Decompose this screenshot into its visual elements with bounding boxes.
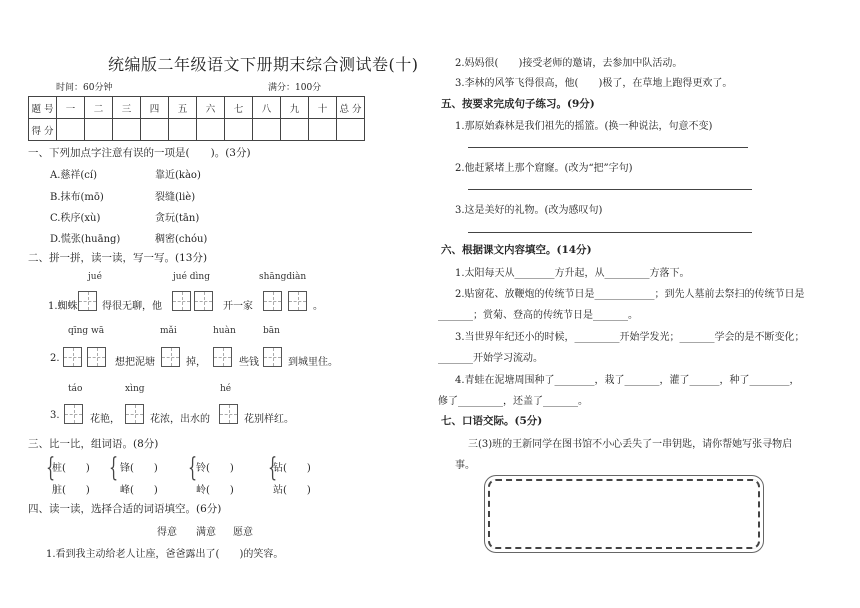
- compare-word: 峰( ): [120, 485, 158, 496]
- fill-question: 4.青蛙在泥塘周围种了________，栽了_______，灌了______，种了________，: [455, 375, 800, 386]
- pinyin: jué dìng: [173, 272, 210, 282]
- score-input-cell[interactable]: [57, 119, 85, 141]
- sentence-text: 1.蜘蛛: [48, 301, 78, 312]
- brace-icon: {: [268, 453, 278, 483]
- table-cell: 四: [141, 97, 169, 119]
- table-cell: 三: [113, 97, 141, 119]
- answer-box[interactable]: [488, 479, 760, 549]
- writing-box[interactable]: [219, 404, 238, 424]
- oral-prompt: 三(3)班的王新同学在图书馆不小心丢失了一串钥匙，请你帮她写张寻物启: [468, 439, 793, 450]
- writing-box[interactable]: [63, 347, 82, 367]
- sentence-text: 到城里住。: [288, 357, 338, 368]
- table-cell: 一: [57, 97, 85, 119]
- fill-question: 修了_________，还盖了_______。: [438, 396, 588, 407]
- compare-word: 桩( ): [52, 463, 90, 474]
- writing-box[interactable]: [78, 291, 97, 311]
- pinyin: hé: [220, 384, 232, 394]
- pinyin: xìng: [125, 384, 145, 394]
- writing-box[interactable]: [172, 291, 191, 311]
- table-cell: 五: [169, 97, 197, 119]
- option-a-word2: 靠近(kào): [155, 170, 201, 181]
- sentence-text: 得很无聊，他: [102, 301, 162, 312]
- sentence-text: 想把泥塘: [115, 357, 155, 368]
- table-cell: 七: [225, 97, 253, 119]
- pinyin: jué: [88, 272, 102, 282]
- word-choice: 满意: [196, 527, 216, 538]
- section-6-heading: 六、根据课文内容填空。(14分): [441, 244, 592, 256]
- section-2-heading: 二、拼一拼，读一读，写一写。(13分): [28, 252, 208, 264]
- pinyin: bān: [263, 326, 280, 336]
- fill-question: _______；赏菊、登高的传统节日是_______。: [438, 310, 638, 321]
- writing-box[interactable]: [125, 404, 144, 424]
- score-label: 满分：100分: [268, 83, 322, 93]
- option-b-word1: B.抹布(mō): [50, 192, 104, 203]
- score-input-cell[interactable]: [225, 119, 253, 141]
- sentence-text: 2.: [50, 353, 60, 364]
- writing-box[interactable]: [64, 404, 83, 424]
- compare-word: 站( ): [273, 485, 311, 496]
- option-b-word2: 裂缝(liè): [155, 192, 196, 203]
- option-d-word1: D.慌张(huāng): [50, 234, 121, 245]
- score-table: [28, 96, 365, 141]
- pinyin: qīng wā: [68, 326, 105, 336]
- score-header-row: [29, 97, 365, 119]
- table-cell: 九: [281, 97, 309, 119]
- fill-question: 3.当世界年纪还小的时候，_________开始学发光；_______学会的是不断变化；: [455, 332, 805, 343]
- page-title: 统编版二年级语文下册期末综合测试卷(十): [108, 55, 419, 74]
- time-label: 时间：60分钟: [56, 83, 113, 93]
- section-4-heading: 四、读一读，选择合适的词语填空。(6分): [28, 503, 222, 515]
- brace-icon: {: [188, 453, 198, 483]
- brace-icon: {: [109, 453, 119, 483]
- table-cell: 总 分: [337, 97, 365, 119]
- table-cell: 十: [309, 97, 337, 119]
- rewrite-question: 2.他赶紧堵上那个窟窿。(改为“把”字句): [455, 163, 633, 174]
- fill-question: 1.看到我主动给老人让座，爸爸露出了( )的笑容。: [46, 549, 284, 560]
- section-7-heading: 七、口语交际。(5分): [441, 415, 543, 427]
- score-input-cell[interactable]: [113, 119, 141, 141]
- table-cell: 题 号: [29, 97, 57, 119]
- writing-box[interactable]: [288, 291, 307, 311]
- rewrite-question: 3.这是美好的礼物。(改为感叹句): [455, 205, 603, 216]
- score-input-cell[interactable]: [85, 119, 113, 141]
- answer-line[interactable]: [468, 189, 752, 190]
- option-d-word2: 稠密(chóu): [155, 234, 208, 245]
- compare-word: 岭( ): [196, 485, 234, 496]
- option-c-word2: 贪玩(tān): [155, 213, 200, 224]
- section-3-heading: 三、比一比，组词语。(8分): [28, 438, 159, 450]
- score-input-cell[interactable]: [169, 119, 197, 141]
- pinyin: mǎi: [160, 326, 177, 336]
- fill-question: 1.太阳每天从________方升起，从_________方落下。: [455, 268, 690, 279]
- option-c-word1: C.秩序(xù): [50, 213, 101, 224]
- score-input-cell[interactable]: [197, 119, 225, 141]
- table-cell: 得 分: [29, 119, 57, 141]
- fill-question: 3.李林的风筝飞得很高，他( )极了，在草地上跑得更欢了。: [455, 78, 733, 89]
- answer-line[interactable]: [468, 147, 748, 148]
- table-cell: 八: [253, 97, 281, 119]
- word-choice: 得意: [157, 527, 177, 538]
- writing-box[interactable]: [87, 347, 106, 367]
- writing-box[interactable]: [263, 347, 282, 367]
- writing-box[interactable]: [194, 291, 213, 311]
- pinyin: huàn: [213, 326, 236, 336]
- answer-line[interactable]: [468, 232, 752, 233]
- word-choice: 愿意: [233, 527, 253, 538]
- compare-word: 锋( ): [120, 463, 158, 474]
- sentence-text: 。: [313, 301, 323, 312]
- score-input-cell[interactable]: [141, 119, 169, 141]
- table-cell: 六: [197, 97, 225, 119]
- compare-word: 钻( ): [273, 463, 311, 474]
- rewrite-question: 1.那原始森林是我们祖先的摇篮。(换一种说法，句意不变): [455, 121, 713, 132]
- fill-question: 2.妈妈很( )接受老师的邀请，去参加中队活动。: [455, 58, 683, 69]
- compare-word: 铃( ): [196, 463, 234, 474]
- oral-prompt: 事。: [455, 460, 475, 471]
- score-input-cell[interactable]: [309, 119, 337, 141]
- writing-box[interactable]: [263, 291, 282, 311]
- pinyin: shāngdiàn: [259, 272, 307, 282]
- score-value-row: [29, 119, 365, 141]
- sentence-text: 开一家: [223, 301, 253, 312]
- option-a-word1: A.慈祥(cí): [50, 170, 98, 181]
- brace-icon: {: [46, 453, 56, 483]
- score-input-cell[interactable]: [281, 119, 309, 141]
- fill-question: 2.贴窗花、放鞭炮的传统节日是____________；到先人墓前去祭扫的传统节日是: [455, 289, 805, 300]
- writing-box[interactable]: [213, 347, 232, 367]
- sentence-text: 掉，: [186, 357, 206, 368]
- sentence-text: 花艳，: [90, 414, 120, 425]
- score-input-cell[interactable]: [253, 119, 281, 141]
- sentence-text: 花浓，出水的: [150, 414, 210, 425]
- section-1-heading: 一、下列加点字注意有误的一项是( )。(3分): [28, 147, 251, 159]
- sentence-text: 花别样红。: [244, 414, 294, 425]
- score-input-cell[interactable]: [337, 119, 365, 141]
- sentence-text: 3.: [50, 410, 60, 421]
- compare-word: 脏( ): [52, 485, 90, 496]
- section-5-heading: 五、按要求完成句子练习。(9分): [441, 98, 595, 110]
- sentence-text: 些钱: [239, 357, 259, 368]
- fill-question: _______开始学习流动。: [438, 353, 543, 364]
- writing-box[interactable]: [161, 347, 180, 367]
- pinyin: táo: [68, 384, 83, 394]
- table-cell: 二: [85, 97, 113, 119]
